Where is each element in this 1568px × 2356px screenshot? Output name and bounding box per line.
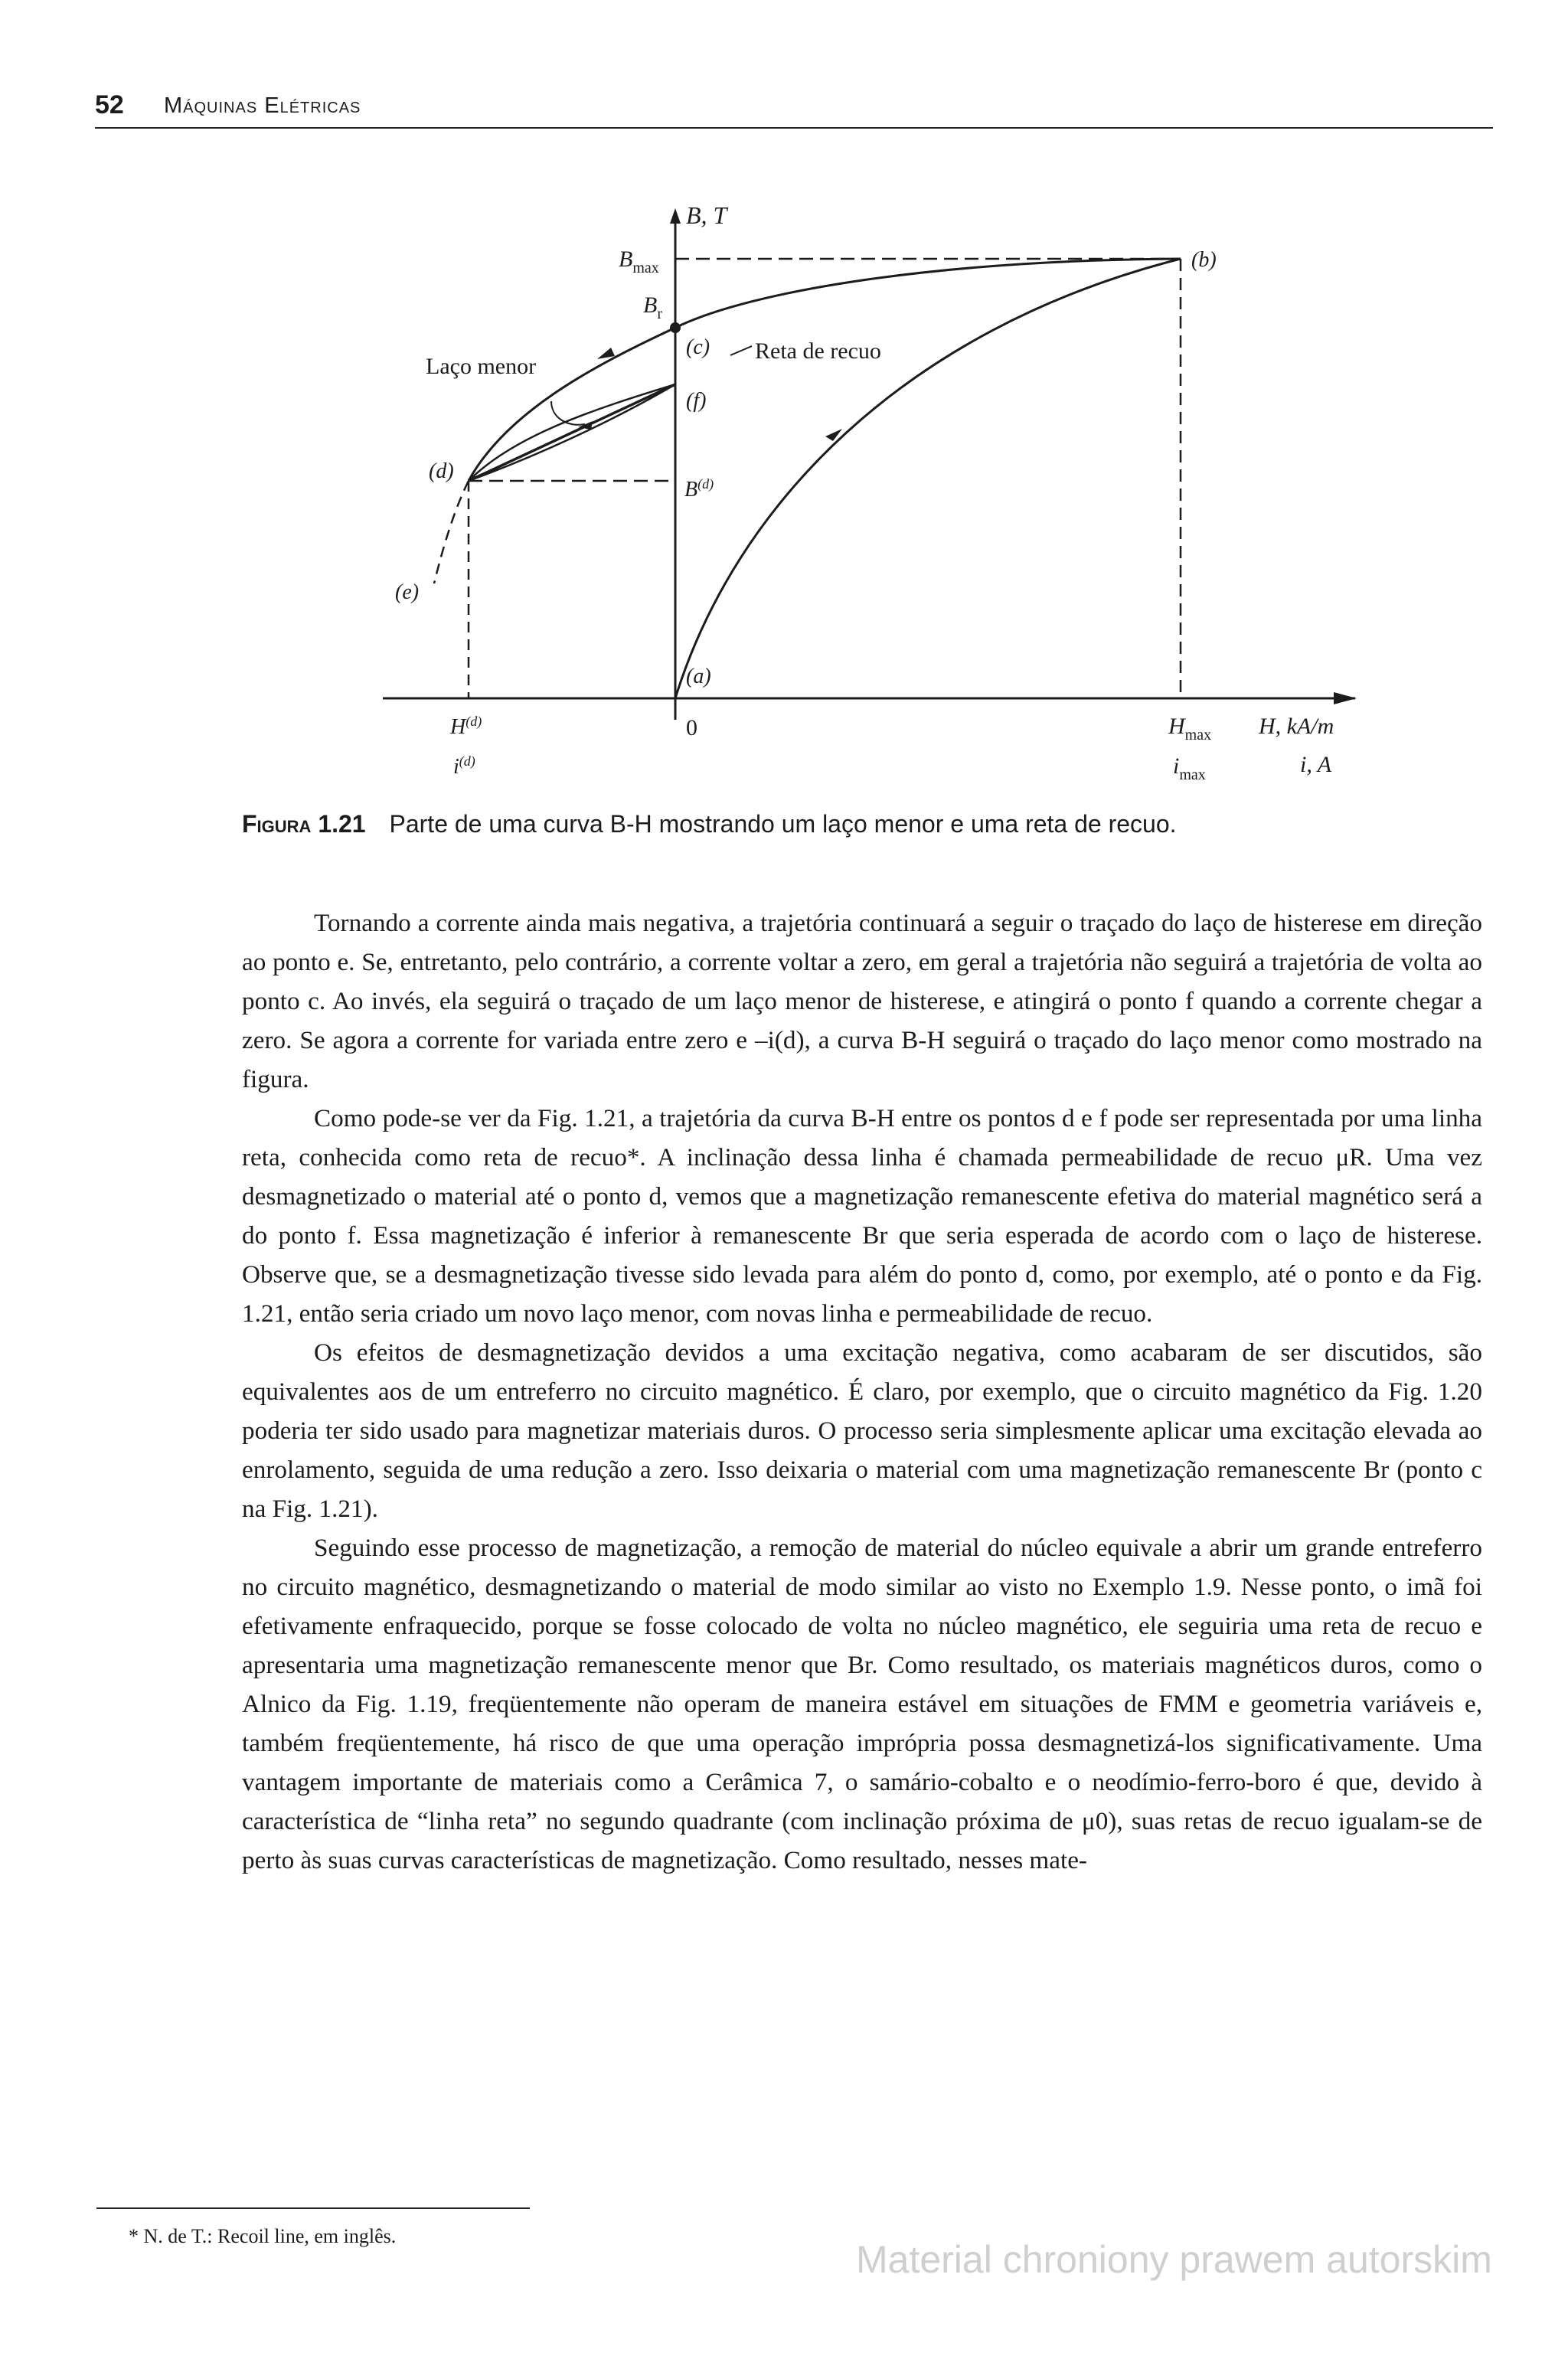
paragraph: Os efeitos de desmagnetização devidos a uma excitação negativa, como acabaram de ser discutidos, são equivalentes aos de um entreferro no circuito magnético. É claro, por exemplo, que o circuito magnético da Fig. 1.20 poderia ter sido usado para magnetizar materiais duros. O processo seria simplesmente aplicar uma excitação elevada ao enrolamento, seguida de uma redução a zero. Isso deixaria o material com uma magnetização remanescente Br (ponto c na Fig. 1.21).: [242, 1338, 1482, 1523]
paragraph: Como pode-se ver da Fig. 1.21, a trajetória da curva B-H entre os pontos d e f pode ser representada por uma linha reta, conhecida como reta de recuo*. A inclinação dessa linha é chamada permeabilidade de recuo μR. Uma vez desmagnetizado o material até o ponto d, vemos que a magnetização remanescente efetiva do material magnético será a do ponto f. Essa magnetização é inferior à remanescente Br que seria esperada de acordo com o laço de histerese. Observe que, se a desmagnetização tivesse sido levada para além do ponto d, como, por exemplo, até o ponto e da Fig. 1.21, então seria criado um novo laço menor, com novas linha e permeabilidade de recuo.: [242, 1104, 1482, 1328]
id-label: $i^{(d)}$: [453, 753, 475, 779]
br-label: $B_r$: [643, 292, 662, 322]
bh-curve-figure: [322, 184, 1439, 796]
point-c-label: (c): [686, 335, 710, 359]
imax-label: $i_{max}$: [1173, 753, 1206, 783]
x-axis-arrow: [1334, 692, 1357, 704]
minor-loop-label: Laço menor: [426, 354, 537, 379]
figure-caption: [242, 810, 1482, 838]
recoil-leader: [730, 346, 752, 355]
hd-label: $H^{(d)}$: [450, 714, 482, 739]
page-number: 52: [95, 90, 124, 119]
initial-magnetization-curve: [675, 259, 1181, 698]
recoil-line-label: Reta de recuo: [755, 338, 881, 364]
hmax-label: $H_{max}$: [1168, 714, 1212, 743]
br-point: [670, 322, 681, 333]
point-f-label: (f): [686, 389, 707, 413]
bmax-label: $B_{max}$: [619, 247, 659, 276]
point-e-label: (e): [395, 580, 420, 604]
x-axis-label: H, kA/m: [1259, 714, 1334, 739]
figure-label: Figura 1.21: [242, 810, 366, 838]
point-a-label: (a): [686, 665, 711, 688]
origin-label: 0: [686, 715, 697, 740]
y-axis-arrow: [670, 208, 681, 224]
recoil-line: [469, 384, 675, 481]
curve-to-e: [434, 481, 469, 583]
y-axis-label: B, T: [686, 201, 727, 229]
book-title: Máquinas Elétricas: [164, 93, 361, 118]
footnote: * N. de T.: Recoil line, em inglês.: [129, 2225, 397, 2247]
x-axis-label-2: i, A: [1300, 752, 1332, 777]
paragraph: Seguindo esse processo de magnetização, a remoção de material do núcleo equivale a abrir um grande entreferro no circuito magnético, desmagnetizando o material de modo similar ao visto no Exemplo 1.9. Nesse ponto, o imã foi efetivamente enfraquecido, porque se fosse colocado de volta no núcleo magnético, ele seguiria uma reta de recuo e apresentaria uma magnetização remanescente menor que Br. Como resultado, os materiais magnéticos duros, como o Alnico da Fig. 1.19, freqüentemente não operam de maneira estável em situações de FMM e geometria variáveis e, também freqüentemente, há risco de que uma operação imprópria possa desmagnetizá-los significativamente. Uma vantagem importante de materiais como a Cerâmica 7, o samário-cobalto e o neodímio-ferro-boro é que, devido à característica de “linha reta” no segundo quadrante (com inclinação próxima de μ0), suas retas de recuo igualam-se de perto às suas curvas características de magnetização. Como resultado, nesses mate-: [242, 1534, 1482, 1874]
paragraph: Tornando a corrente ainda mais negativa, a trajetória continuará a seguir o traçado do laço de histerese em direção ao ponto e. Se, entretanto, pelo contrário, a corrente voltar a zero, em geral a trajetória não seguirá a trajetória de volta ao ponto c. Ao invés, ela seguirá o traçado de um laço menor de histerese, e atingirá o ponto f quando a corrente chegar a zero. Se agora a corrente for variada entre zero e –i(d), a curva B-H seguirá o traçado do laço menor como mostrado na figura.: [242, 909, 1482, 1093]
figure-caption-text: Parte de uma curva B-H mostrando um laço menor e uma reta de recuo.: [389, 810, 1177, 838]
body-text: [242, 904, 1482, 1880]
watermark: Material chroniony prawem autorskim: [856, 2238, 1492, 2281]
point-b-label: (b): [1191, 248, 1217, 272]
footnote-rule: [96, 2207, 530, 2209]
running-header: [95, 89, 1493, 129]
point-d-label: (d): [429, 459, 454, 483]
hysteresis-arrow: [597, 348, 615, 359]
bd-label: $B^{(d)}$: [684, 476, 714, 502]
